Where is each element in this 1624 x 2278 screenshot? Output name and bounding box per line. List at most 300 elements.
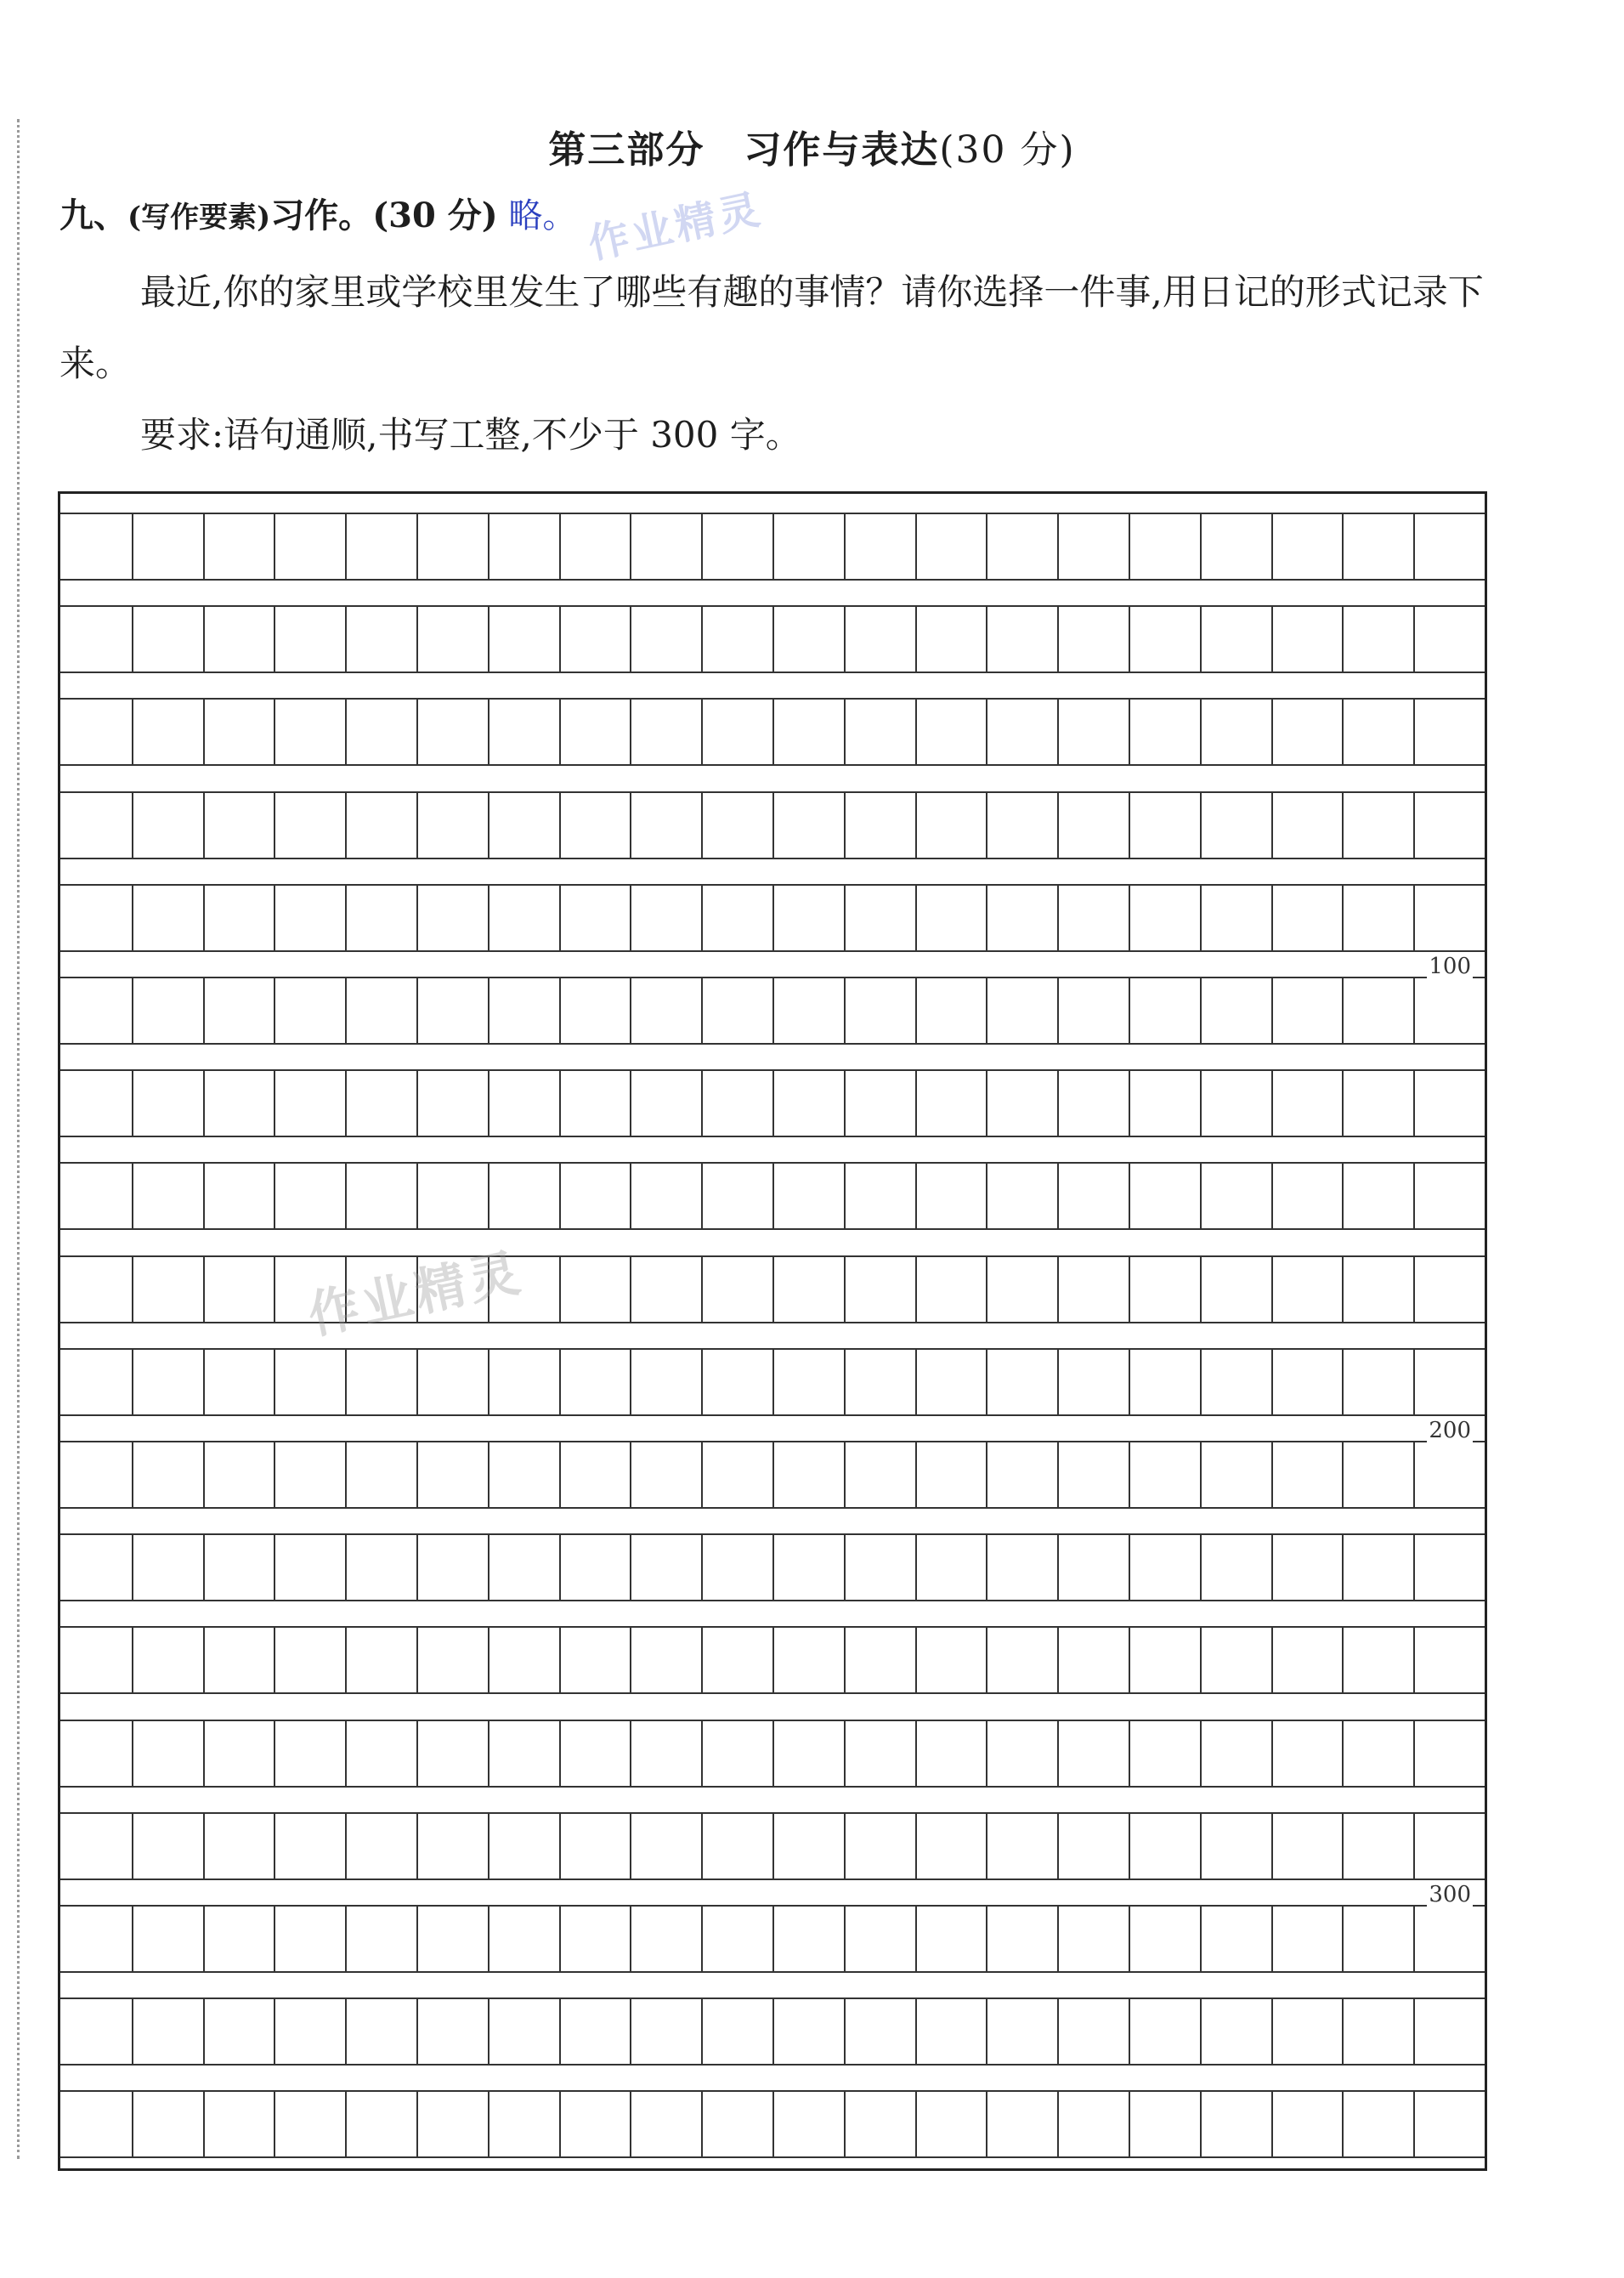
grid-cell[interactable] [915,1628,987,1692]
grid-cell[interactable] [772,793,844,858]
grid-cell[interactable] [1342,1814,1413,1878]
grid-cell[interactable] [1129,1257,1200,1322]
grid-cell[interactable] [1129,1442,1200,1507]
grid-cell[interactable] [416,1442,488,1507]
grid-cell[interactable] [844,2092,915,2156]
grid-cell[interactable] [1200,1535,1271,1600]
grid-cell[interactable] [60,1907,132,1971]
grid-cell[interactable] [274,700,345,764]
grid-cell[interactable] [203,1999,274,2064]
grid-cell[interactable] [844,1164,915,1228]
grid-cell[interactable] [772,886,844,950]
grid-cell[interactable] [488,700,559,764]
grid-cell[interactable] [844,1814,915,1878]
grid-cell[interactable] [772,1442,844,1507]
grid-cell[interactable] [203,978,274,1043]
grid-cell[interactable] [559,2092,631,2156]
grid-cell[interactable] [986,1999,1057,2064]
grid-cell[interactable] [416,793,488,858]
grid-cell[interactable] [844,1535,915,1600]
grid-cell[interactable] [345,1071,416,1136]
grid-cell[interactable] [630,1999,701,2064]
grid-cell[interactable] [986,793,1057,858]
grid-cell[interactable] [559,886,631,950]
grid-cell[interactable] [844,514,915,579]
grid-cell[interactable] [1129,1535,1200,1600]
grid-cell[interactable] [630,1814,701,1878]
grid-cell[interactable] [559,1814,631,1878]
grid-cell[interactable] [844,1071,915,1136]
grid-cell[interactable] [1271,1350,1343,1414]
grid-cell[interactable] [274,1721,345,1786]
grid-cell[interactable] [416,2092,488,2156]
grid-cell[interactable] [630,1350,701,1414]
grid-cell[interactable] [772,1535,844,1600]
grid-cell[interactable] [1271,1071,1343,1136]
grid-cell[interactable] [1200,1999,1271,2064]
grid-cell[interactable] [60,1071,132,1136]
grid-cell[interactable] [345,1164,416,1228]
grid-cell[interactable] [772,700,844,764]
grid-cell[interactable] [986,1442,1057,1507]
grid-cell[interactable] [1200,1257,1271,1322]
grid-cell[interactable] [488,1164,559,1228]
grid-cell[interactable] [203,1257,274,1322]
grid-cell[interactable] [1342,1071,1413,1136]
grid-cell[interactable] [1413,1999,1485,2064]
grid-cell[interactable] [772,1257,844,1322]
grid-cell[interactable] [1057,1164,1129,1228]
grid-cell[interactable] [701,1071,772,1136]
grid-cell[interactable] [416,1999,488,2064]
grid-cell[interactable] [488,793,559,858]
grid-cell[interactable] [772,1814,844,1878]
grid-cell[interactable] [488,1350,559,1414]
grid-cell[interactable] [1413,1721,1485,1786]
grid-cell[interactable] [1057,514,1129,579]
grid-cell[interactable] [630,1907,701,1971]
grid-cell[interactable] [1200,1907,1271,1971]
grid-cell[interactable] [915,1814,987,1878]
grid-cell[interactable] [488,514,559,579]
grid-cell[interactable] [203,1071,274,1136]
grid-cell[interactable] [915,1535,987,1600]
grid-cell[interactable] [1271,886,1343,950]
grid-cell[interactable] [1342,1257,1413,1322]
grid-cell[interactable] [60,1535,132,1600]
grid-cell[interactable] [844,607,915,672]
grid-cell[interactable] [416,978,488,1043]
grid-cell[interactable] [1057,1535,1129,1600]
grid-cell[interactable] [203,1721,274,1786]
grid-cell[interactable] [1057,1350,1129,1414]
grid-cell[interactable] [1057,607,1129,672]
grid-cell[interactable] [1413,1628,1485,1692]
grid-cell[interactable] [1200,1350,1271,1414]
grid-cell[interactable] [630,1721,701,1786]
grid-cell[interactable] [345,1999,416,2064]
grid-cell[interactable] [1271,607,1343,672]
grid-cell[interactable] [915,1350,987,1414]
grid-cell[interactable] [1413,1071,1485,1136]
grid-cell[interactable] [915,1442,987,1507]
grid-cell[interactable] [844,793,915,858]
grid-cell[interactable] [1129,1814,1200,1878]
grid-cell[interactable] [986,1350,1057,1414]
grid-cell[interactable] [1342,1164,1413,1228]
grid-cell[interactable] [1057,2092,1129,2156]
grid-cell[interactable] [986,2092,1057,2156]
grid-cell[interactable] [345,1535,416,1600]
grid-cell[interactable] [416,886,488,950]
grid-cell[interactable] [1271,1999,1343,2064]
grid-cell[interactable] [274,1350,345,1414]
grid-cell[interactable] [203,1164,274,1228]
grid-cell[interactable] [986,1164,1057,1228]
grid-cell[interactable] [132,1257,203,1322]
grid-cell[interactable] [844,1257,915,1322]
grid-cell[interactable] [1129,514,1200,579]
grid-cell[interactable] [1129,1071,1200,1136]
grid-cell[interactable] [1271,1257,1343,1322]
grid-cell[interactable] [559,1721,631,1786]
grid-cell[interactable] [915,607,987,672]
grid-cell[interactable] [1342,1907,1413,1971]
grid-cell[interactable] [1057,793,1129,858]
grid-cell[interactable] [60,1628,132,1692]
grid-cell[interactable] [488,978,559,1043]
grid-cell[interactable] [986,1257,1057,1322]
grid-cell[interactable] [1342,1350,1413,1414]
grid-cell[interactable] [416,1907,488,1971]
grid-cell[interactable] [986,514,1057,579]
grid-cell[interactable] [1057,978,1129,1043]
grid-cell[interactable] [60,1999,132,2064]
grid-cell[interactable] [60,2092,132,2156]
grid-cell[interactable] [132,1350,203,1414]
grid-cell[interactable] [915,793,987,858]
grid-cell[interactable] [203,700,274,764]
grid-cell[interactable] [488,607,559,672]
grid-cell[interactable] [1129,978,1200,1043]
grid-cell[interactable] [630,1442,701,1507]
grid-cell[interactable] [488,1628,559,1692]
grid-cell[interactable] [701,886,772,950]
grid-cell[interactable] [701,793,772,858]
grid-cell[interactable] [1057,886,1129,950]
grid-cell[interactable] [1200,978,1271,1043]
grid-cell[interactable] [132,514,203,579]
grid-cell[interactable] [630,1628,701,1692]
grid-cell[interactable] [559,514,631,579]
grid-cell[interactable] [416,1535,488,1600]
grid-cell[interactable] [701,1257,772,1322]
grid-cell[interactable] [1271,793,1343,858]
grid-cell[interactable] [630,978,701,1043]
grid-cell[interactable] [1200,2092,1271,2156]
grid-cell[interactable] [132,1535,203,1600]
grid-cell[interactable] [1342,607,1413,672]
grid-cell[interactable] [844,1721,915,1786]
grid-cell[interactable] [701,1442,772,1507]
grid-cell[interactable] [345,1907,416,1971]
grid-cell[interactable] [1413,2092,1485,2156]
grid-cell[interactable] [915,1257,987,1322]
grid-cell[interactable] [345,978,416,1043]
grid-cell[interactable] [559,1164,631,1228]
grid-cell[interactable] [1200,1721,1271,1786]
grid-cell[interactable] [1342,700,1413,764]
grid-cell[interactable] [488,1535,559,1600]
grid-cell[interactable] [203,514,274,579]
grid-cell[interactable] [1200,793,1271,858]
grid-cell[interactable] [915,1071,987,1136]
grid-cell[interactable] [488,1999,559,2064]
grid-cell[interactable] [1271,700,1343,764]
grid-cell[interactable] [132,607,203,672]
grid-cell[interactable] [915,700,987,764]
grid-cell[interactable] [1200,700,1271,764]
grid-cell[interactable] [772,978,844,1043]
grid-cell[interactable] [132,1164,203,1228]
grid-cell[interactable] [701,978,772,1043]
grid-cell[interactable] [132,1442,203,1507]
grid-cell[interactable] [559,978,631,1043]
grid-cell[interactable] [559,1535,631,1600]
grid-cell[interactable] [630,607,701,672]
grid-cell[interactable] [203,1535,274,1600]
grid-cell[interactable] [915,1999,987,2064]
grid-cell[interactable] [1200,1442,1271,1507]
grid-cell[interactable] [1129,607,1200,672]
grid-cell[interactable] [559,793,631,858]
grid-cell[interactable] [60,700,132,764]
grid-cell[interactable] [132,1907,203,1971]
grid-cell[interactable] [986,978,1057,1043]
grid-cell[interactable] [844,978,915,1043]
grid-cell[interactable] [986,1071,1057,1136]
grid-cell[interactable] [915,1721,987,1786]
grid-cell[interactable] [701,1907,772,1971]
grid-cell[interactable] [60,1257,132,1322]
grid-cell[interactable] [701,1814,772,1878]
grid-cell[interactable] [345,1442,416,1507]
grid-cell[interactable] [274,793,345,858]
grid-cell[interactable] [772,1999,844,2064]
grid-cell[interactable] [132,1814,203,1878]
grid-cell[interactable] [132,700,203,764]
grid-cell[interactable] [488,1071,559,1136]
grid-cell[interactable] [1413,1907,1485,1971]
grid-cell[interactable] [1200,1164,1271,1228]
grid-cell[interactable] [203,1350,274,1414]
grid-cell[interactable] [1342,1442,1413,1507]
grid-cell[interactable] [60,978,132,1043]
grid-cell[interactable] [1342,978,1413,1043]
grid-cell[interactable] [1271,1164,1343,1228]
grid-cell[interactable] [203,793,274,858]
grid-cell[interactable] [1413,1257,1485,1322]
grid-cell[interactable] [274,978,345,1043]
grid-cell[interactable] [1271,1535,1343,1600]
grid-cell[interactable] [274,607,345,672]
grid-cell[interactable] [1342,1628,1413,1692]
grid-cell[interactable] [1413,607,1485,672]
grid-cell[interactable] [844,1907,915,1971]
grid-cell[interactable] [488,1907,559,1971]
grid-cell[interactable] [844,886,915,950]
grid-cell[interactable] [488,1442,559,1507]
grid-cell[interactable] [986,607,1057,672]
grid-cell[interactable] [1129,1164,1200,1228]
grid-cell[interactable] [274,1907,345,1971]
grid-cell[interactable] [60,886,132,950]
grid-cell[interactable] [132,793,203,858]
grid-cell[interactable] [701,607,772,672]
grid-cell[interactable] [1129,1907,1200,1971]
grid-cell[interactable] [701,700,772,764]
grid-cell[interactable] [203,1907,274,1971]
grid-cell[interactable] [559,1350,631,1414]
grid-cell[interactable] [345,1628,416,1692]
grid-cell[interactable] [1413,1164,1485,1228]
grid-cell[interactable] [1057,1442,1129,1507]
grid-cell[interactable] [1057,700,1129,764]
grid-cell[interactable] [274,2092,345,2156]
grid-cell[interactable] [203,886,274,950]
grid-cell[interactable] [1271,1814,1343,1878]
grid-cell[interactable] [274,1814,345,1878]
grid-cell[interactable] [132,1721,203,1786]
grid-cell[interactable] [1271,1721,1343,1786]
grid-cell[interactable] [559,1999,631,2064]
grid-cell[interactable] [1413,700,1485,764]
grid-cell[interactable] [559,1257,631,1322]
grid-cell[interactable] [1342,514,1413,579]
grid-cell[interactable] [345,793,416,858]
grid-cell[interactable] [60,1721,132,1786]
grid-cell[interactable] [844,1999,915,2064]
grid-cell[interactable] [701,1164,772,1228]
grid-cell[interactable] [488,1814,559,1878]
grid-cell[interactable] [203,1442,274,1507]
grid-cell[interactable] [915,514,987,579]
grid-cell[interactable] [1200,1628,1271,1692]
grid-cell[interactable] [1200,1071,1271,1136]
grid-cell[interactable] [1057,1257,1129,1322]
grid-cell[interactable] [416,1814,488,1878]
grid-cell[interactable] [1342,2092,1413,2156]
grid-cell[interactable] [416,1071,488,1136]
grid-cell[interactable] [132,886,203,950]
grid-cell[interactable] [1129,1721,1200,1786]
grid-cell[interactable] [844,1350,915,1414]
grid-cell[interactable] [274,1999,345,2064]
grid-cell[interactable] [701,1628,772,1692]
grid-cell[interactable] [1342,793,1413,858]
grid-cell[interactable] [203,607,274,672]
grid-cell[interactable] [274,514,345,579]
grid-cell[interactable] [1342,1721,1413,1786]
grid-cell[interactable] [1200,1814,1271,1878]
grid-cell[interactable] [701,514,772,579]
grid-cell[interactable] [345,607,416,672]
grid-cell[interactable] [1413,1442,1485,1507]
grid-cell[interactable] [1413,1535,1485,1600]
grid-cell[interactable] [274,886,345,950]
grid-cell[interactable] [772,1164,844,1228]
grid-cell[interactable] [60,1814,132,1878]
grid-cell[interactable] [701,1535,772,1600]
grid-cell[interactable] [132,1071,203,1136]
grid-cell[interactable] [1413,1814,1485,1878]
grid-cell[interactable] [345,514,416,579]
grid-cell[interactable] [60,1164,132,1228]
grid-cell[interactable] [772,1721,844,1786]
grid-cell[interactable] [1342,886,1413,950]
grid-cell[interactable] [1129,1350,1200,1414]
grid-cell[interactable] [345,700,416,764]
grid-cell[interactable] [1057,1907,1129,1971]
grid-cell[interactable] [772,1907,844,1971]
grid-cell[interactable] [701,2092,772,2156]
grid-cell[interactable] [986,1628,1057,1692]
grid-cell[interactable] [416,1164,488,1228]
grid-cell[interactable] [1271,1907,1343,1971]
grid-cell[interactable] [416,607,488,672]
grid-cell[interactable] [203,2092,274,2156]
grid-cell[interactable] [132,1628,203,1692]
grid-cell[interactable] [630,1071,701,1136]
grid-cell[interactable] [1413,514,1485,579]
grid-cell[interactable] [559,1442,631,1507]
grid-cell[interactable] [1129,700,1200,764]
grid-cell[interactable] [772,514,844,579]
grid-cell[interactable] [630,1164,701,1228]
grid-cell[interactable] [915,886,987,950]
grid-cell[interactable] [630,793,701,858]
grid-cell[interactable] [1200,514,1271,579]
grid-cell[interactable] [915,978,987,1043]
grid-cell[interactable] [1057,1628,1129,1692]
grid-cell[interactable] [60,607,132,672]
grid-cell[interactable] [60,1350,132,1414]
grid-cell[interactable] [1271,514,1343,579]
grid-cell[interactable] [345,1721,416,1786]
grid-cell[interactable] [203,1814,274,1878]
grid-cell[interactable] [915,2092,987,2156]
grid-cell[interactable] [274,1442,345,1507]
grid-cell[interactable] [345,1350,416,1414]
grid-cell[interactable] [488,2092,559,2156]
grid-cell[interactable] [772,1628,844,1692]
grid-cell[interactable] [1200,886,1271,950]
grid-cell[interactable] [1271,2092,1343,2156]
grid-cell[interactable] [986,886,1057,950]
grid-cell[interactable] [630,2092,701,2156]
grid-cell[interactable] [1271,1628,1343,1692]
grid-cell[interactable] [203,1628,274,1692]
grid-cell[interactable] [772,607,844,672]
grid-cell[interactable] [844,700,915,764]
grid-cell[interactable] [701,1999,772,2064]
grid-cell[interactable] [986,1721,1057,1786]
grid-cell[interactable] [1271,1442,1343,1507]
grid-cell[interactable] [1057,1999,1129,2064]
grid-cell[interactable] [416,1628,488,1692]
grid-cell[interactable] [1413,978,1485,1043]
grid-cell[interactable] [630,1257,701,1322]
